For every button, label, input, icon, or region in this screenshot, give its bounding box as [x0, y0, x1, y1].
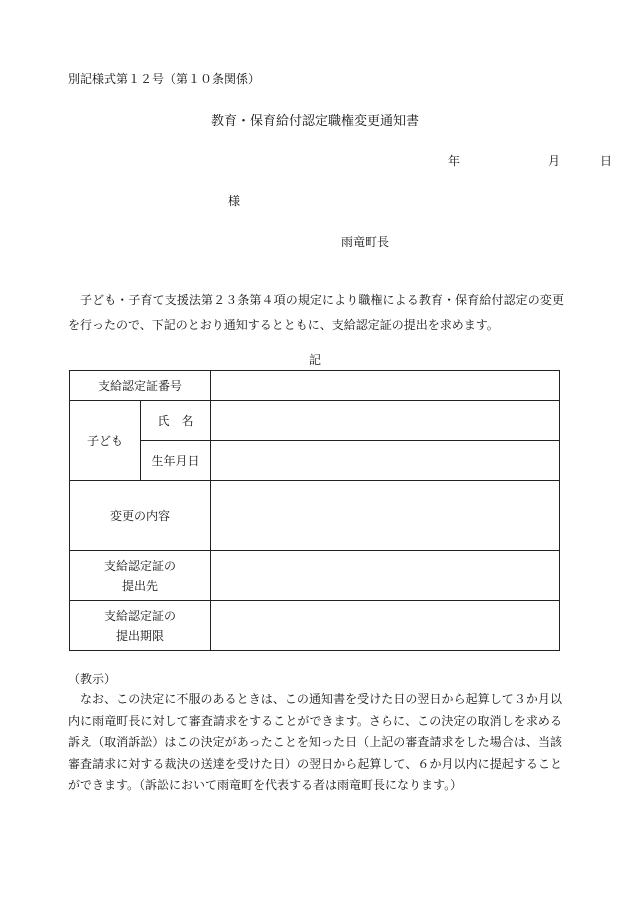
submit-to-line2: 提出先 [121, 578, 158, 593]
birthdate-label: 生年月日 [141, 441, 211, 481]
deadline-value [211, 601, 560, 651]
notice-paragraph: なお、この決定に不服のあるときは、この通知書を受けた日の翌日から起算して３か月以内に雨竜町長に対して審査請求をすることができます。さらに、この決定の取消しを求める訴え（取消訴訟）はこの決定があったことを知った日（上記の審査請求をした場合は、当該審査請求に対する裁決の送達を受けた日）の翌日から起算して、６か月以内に提起することができます。（訴訟において雨竜町を代表する者は雨竜町長になります。） [68, 692, 562, 792]
table-row [70, 481, 560, 551]
deadline-line2: 提出期限 [115, 628, 164, 643]
ki-label: 記 [308, 353, 321, 367]
date-year: 年 [448, 154, 461, 168]
table-row [70, 551, 560, 601]
info-table [69, 370, 560, 651]
certificate-number-value [211, 371, 560, 401]
deadline-line1: 支給認定証の [103, 608, 176, 623]
submit-to-value [211, 551, 560, 601]
birthdate-value [211, 441, 560, 481]
form-number: 別記様式第１２号（第１０条関係） [68, 72, 261, 86]
table-row [70, 441, 560, 481]
submit-to-label [70, 551, 211, 601]
table-row [70, 601, 560, 651]
notice-heading: （教示） [68, 672, 117, 686]
body-paragraph: 子ども・子育て支援法第２３条第４項の規定により職権による教育・保育給付認定の変更を行ったので、下記のとおり通知するとともに、支給認定証の提出を求めます。 [68, 293, 564, 332]
change-details-label: 変更の内容 [70, 481, 211, 551]
document-title: 教育・保育給付認定職権変更通知書 [210, 114, 419, 129]
addressee-honorific: 様 [228, 194, 241, 208]
date-line [448, 152, 612, 169]
date-month: 月 [548, 154, 561, 168]
name-label: 氏 名 [141, 401, 211, 441]
name-value [211, 401, 560, 441]
certificate-number-label: 支給認定証番号 [70, 371, 211, 401]
deadline-label [70, 601, 211, 651]
issuer: 雨竜町長 [341, 235, 390, 249]
table-row [70, 401, 560, 441]
table-row [70, 371, 560, 401]
submit-to-line1: 支給認定証の [103, 558, 176, 573]
change-details-value [211, 481, 560, 551]
date-day: 日 [600, 154, 613, 168]
child-label: 子ども [70, 401, 141, 481]
